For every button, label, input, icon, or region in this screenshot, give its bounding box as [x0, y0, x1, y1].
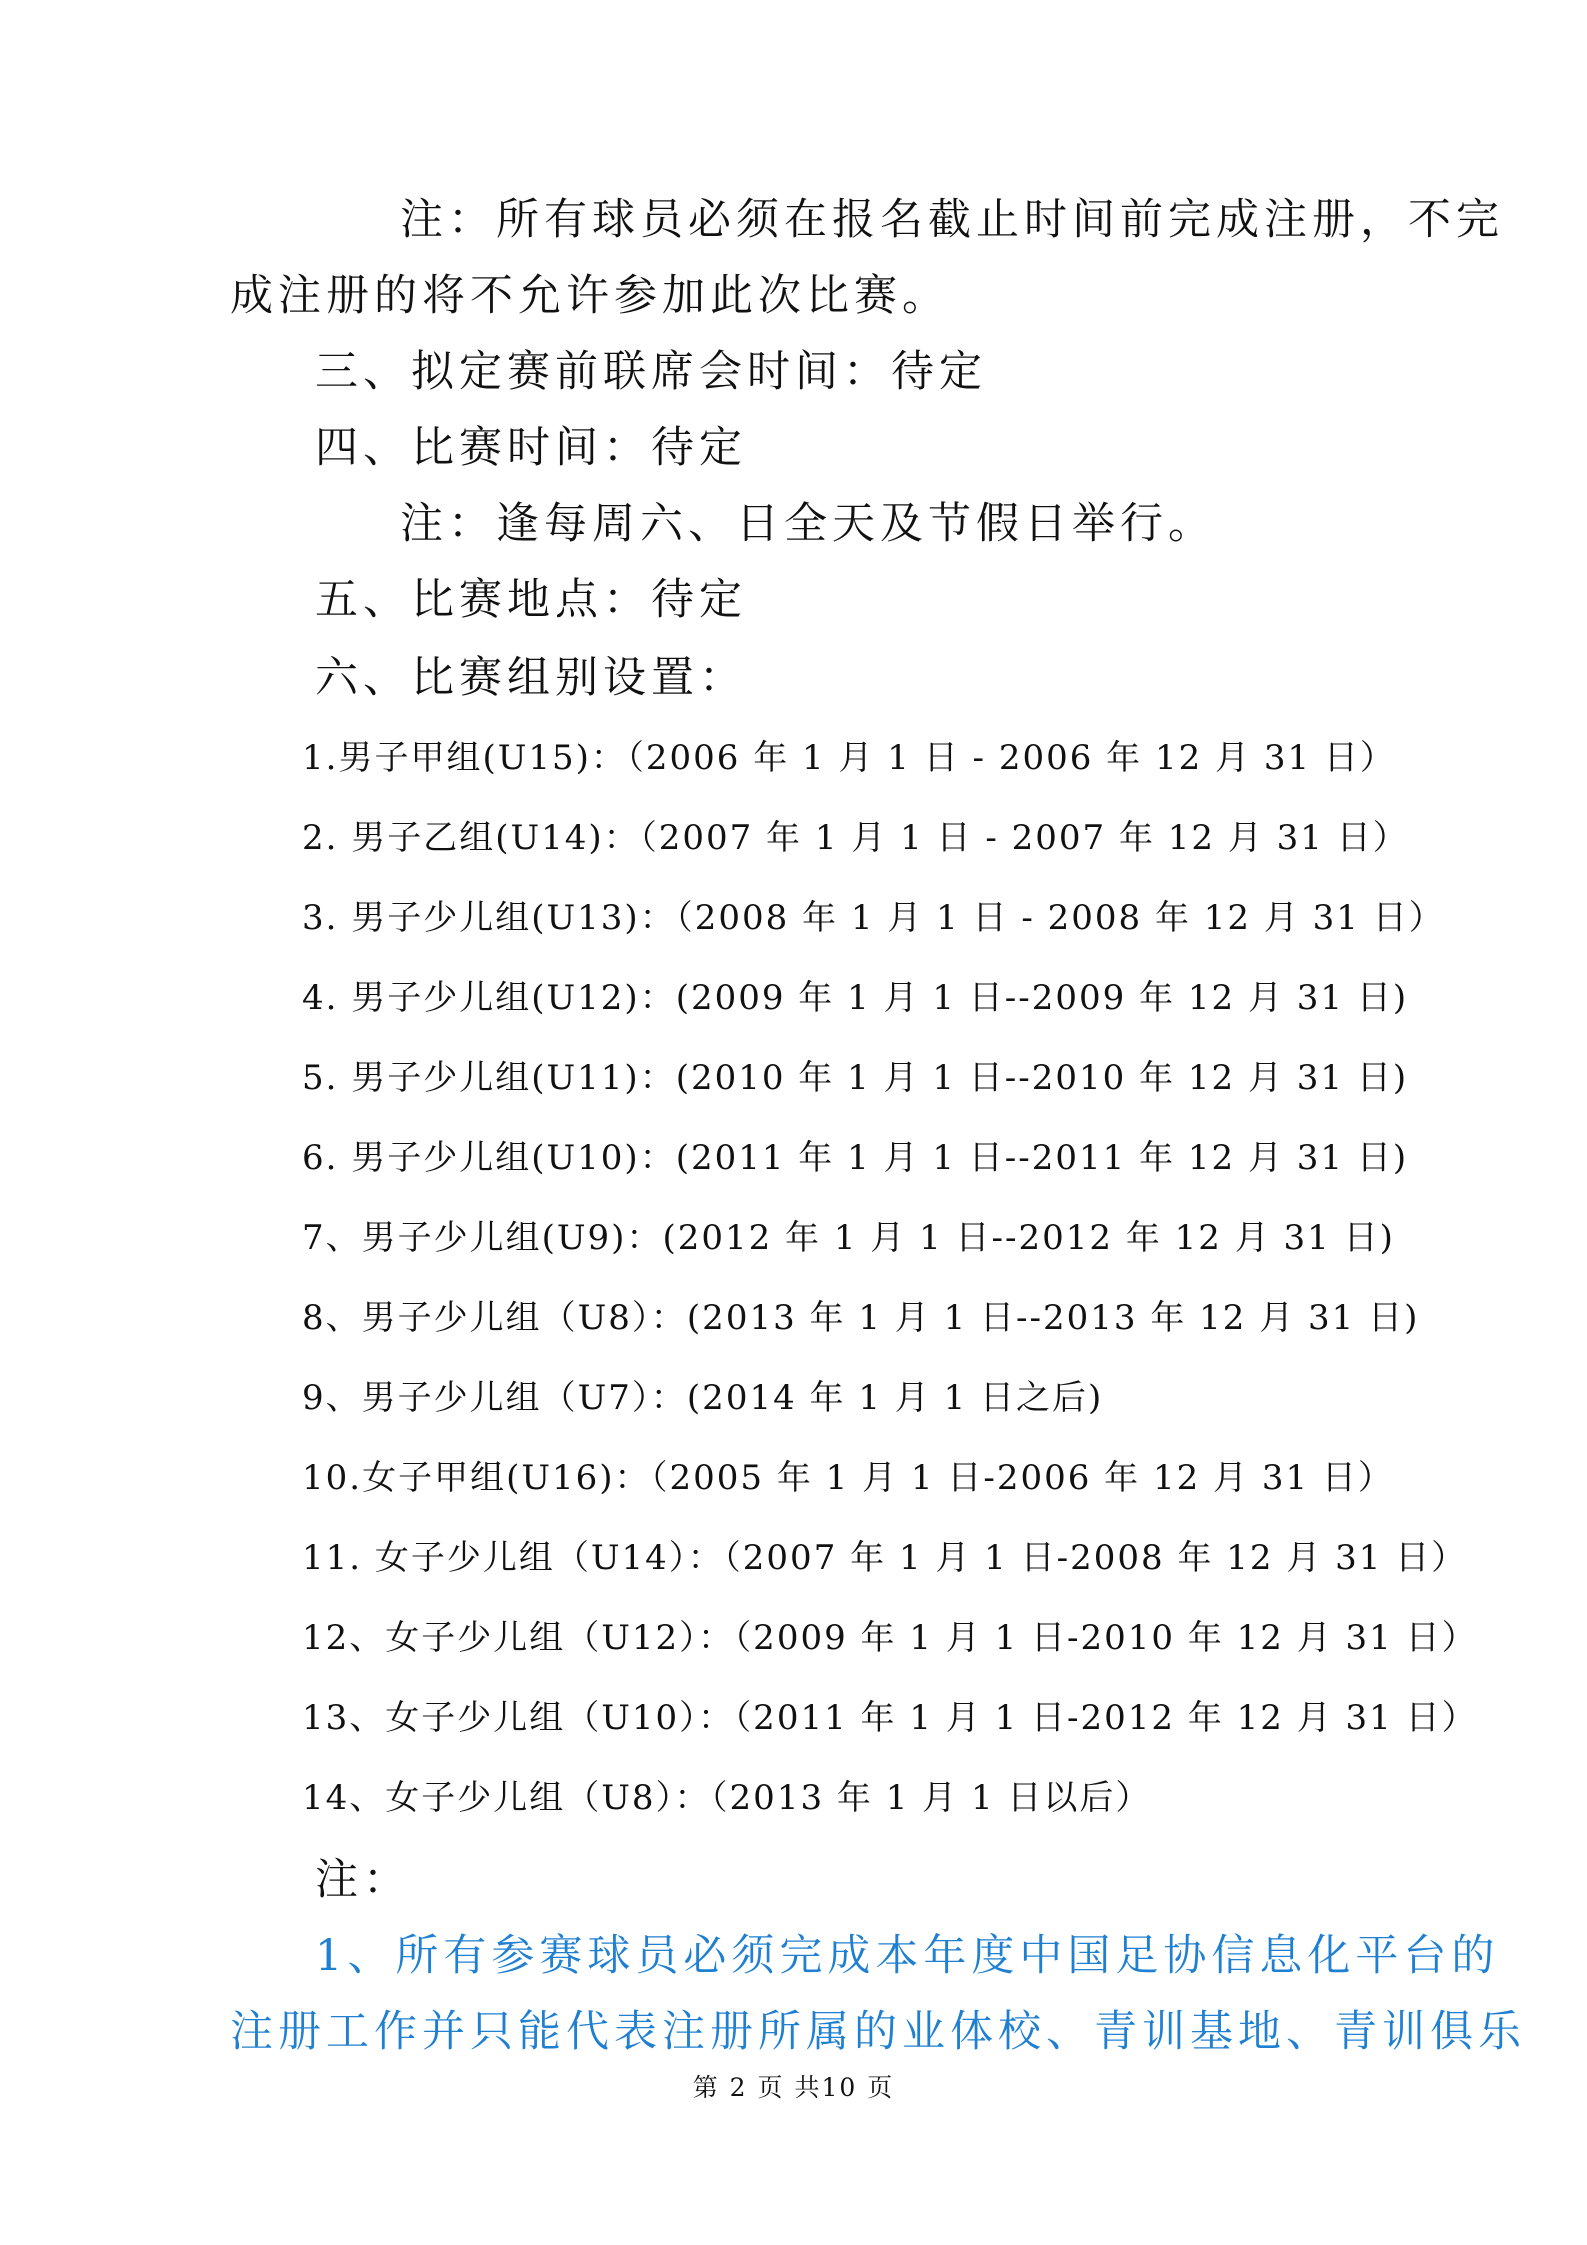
group-item: 14、女子少儿组（U8）：（2013 年 1 月 1 日以后）: [302, 1778, 1152, 1818]
group-item: 5. 男子少儿组(U11)：(2010 年 1 月 1 日--2010 年 12 月 31 日): [302, 1058, 1409, 1098]
group-item: 11. 女子少儿组（U14）：（2007 年 1 月 1 日-2008 年 12 月 31 日）: [302, 1538, 1468, 1578]
schedule-note: 注：逢每周六、日全天及节假日举行。: [400, 499, 1216, 549]
group-item: 2. 男子乙组(U14)：（2007 年 1 月 1 日 - 2007 年 12 月 31 日）: [302, 818, 1409, 858]
notes-label: 注：: [315, 1855, 411, 1905]
page-footer: 第 2 页 共10 页: [692, 2073, 895, 2102]
section-6-groups-heading: 六、比赛组别设置：: [315, 653, 747, 703]
group-item: 10.女子甲组(U16)：（2005 年 1 月 1 日-2006 年 12 月 31 日）: [302, 1458, 1394, 1498]
group-item: 1.男子甲组(U15)：（2006 年 1 月 1 日 - 2006 年 12 月 31 日）: [302, 738, 1396, 778]
group-item: 13、女子少儿组（U10）：（2011 年 1 月 1 日-2012 年 12 月 31 日）: [302, 1698, 1478, 1738]
note-item-1-line-2: 注册工作并只能代表注册所属的业体校、青训基地、青训俱乐: [230, 2007, 1526, 2057]
group-item: 4. 男子少儿组(U12)：(2009 年 1 月 1 日--2009 年 12 月 31 日): [302, 978, 1409, 1018]
group-item: 12、女子少儿组（U12）：（2009 年 1 月 1 日-2010 年 12 月 31 日）: [302, 1618, 1478, 1658]
note-item-1-line-1: 1、所有参赛球员必须完成本年度中国足协信息化平台的: [315, 1931, 1500, 1981]
section-5-venue: 五、比赛地点：待定: [315, 575, 747, 625]
group-item: 7、男子少儿组(U9)：(2012 年 1 月 1 日--2012 年 12 月 31 日): [302, 1218, 1395, 1258]
group-item: 8、男子少儿组（U8）：(2013 年 1 月 1 日--2013 年 12 月 31 日): [302, 1298, 1420, 1338]
group-item: 6. 男子少儿组(U10)：(2011 年 1 月 1 日--2011 年 12 月 31 日): [302, 1138, 1409, 1178]
section-3-meeting-time: 三、拟定赛前联席会时间：待定: [315, 347, 987, 397]
section-4-match-time: 四、比赛时间：待定: [315, 423, 747, 473]
registration-note-line-1: 注：所有球员必须在报名截止时间前完成注册，不完: [400, 195, 1504, 245]
registration-note-line-2: 成注册的将不允许参加此次比赛。: [230, 271, 950, 321]
group-item: 3. 男子少儿组(U13)：（2008 年 1 月 1 日 - 2008 年 12 月 31 日）: [302, 898, 1445, 938]
group-item: 9、男子少儿组（U7）：(2014 年 1 月 1 日之后): [302, 1378, 1104, 1418]
